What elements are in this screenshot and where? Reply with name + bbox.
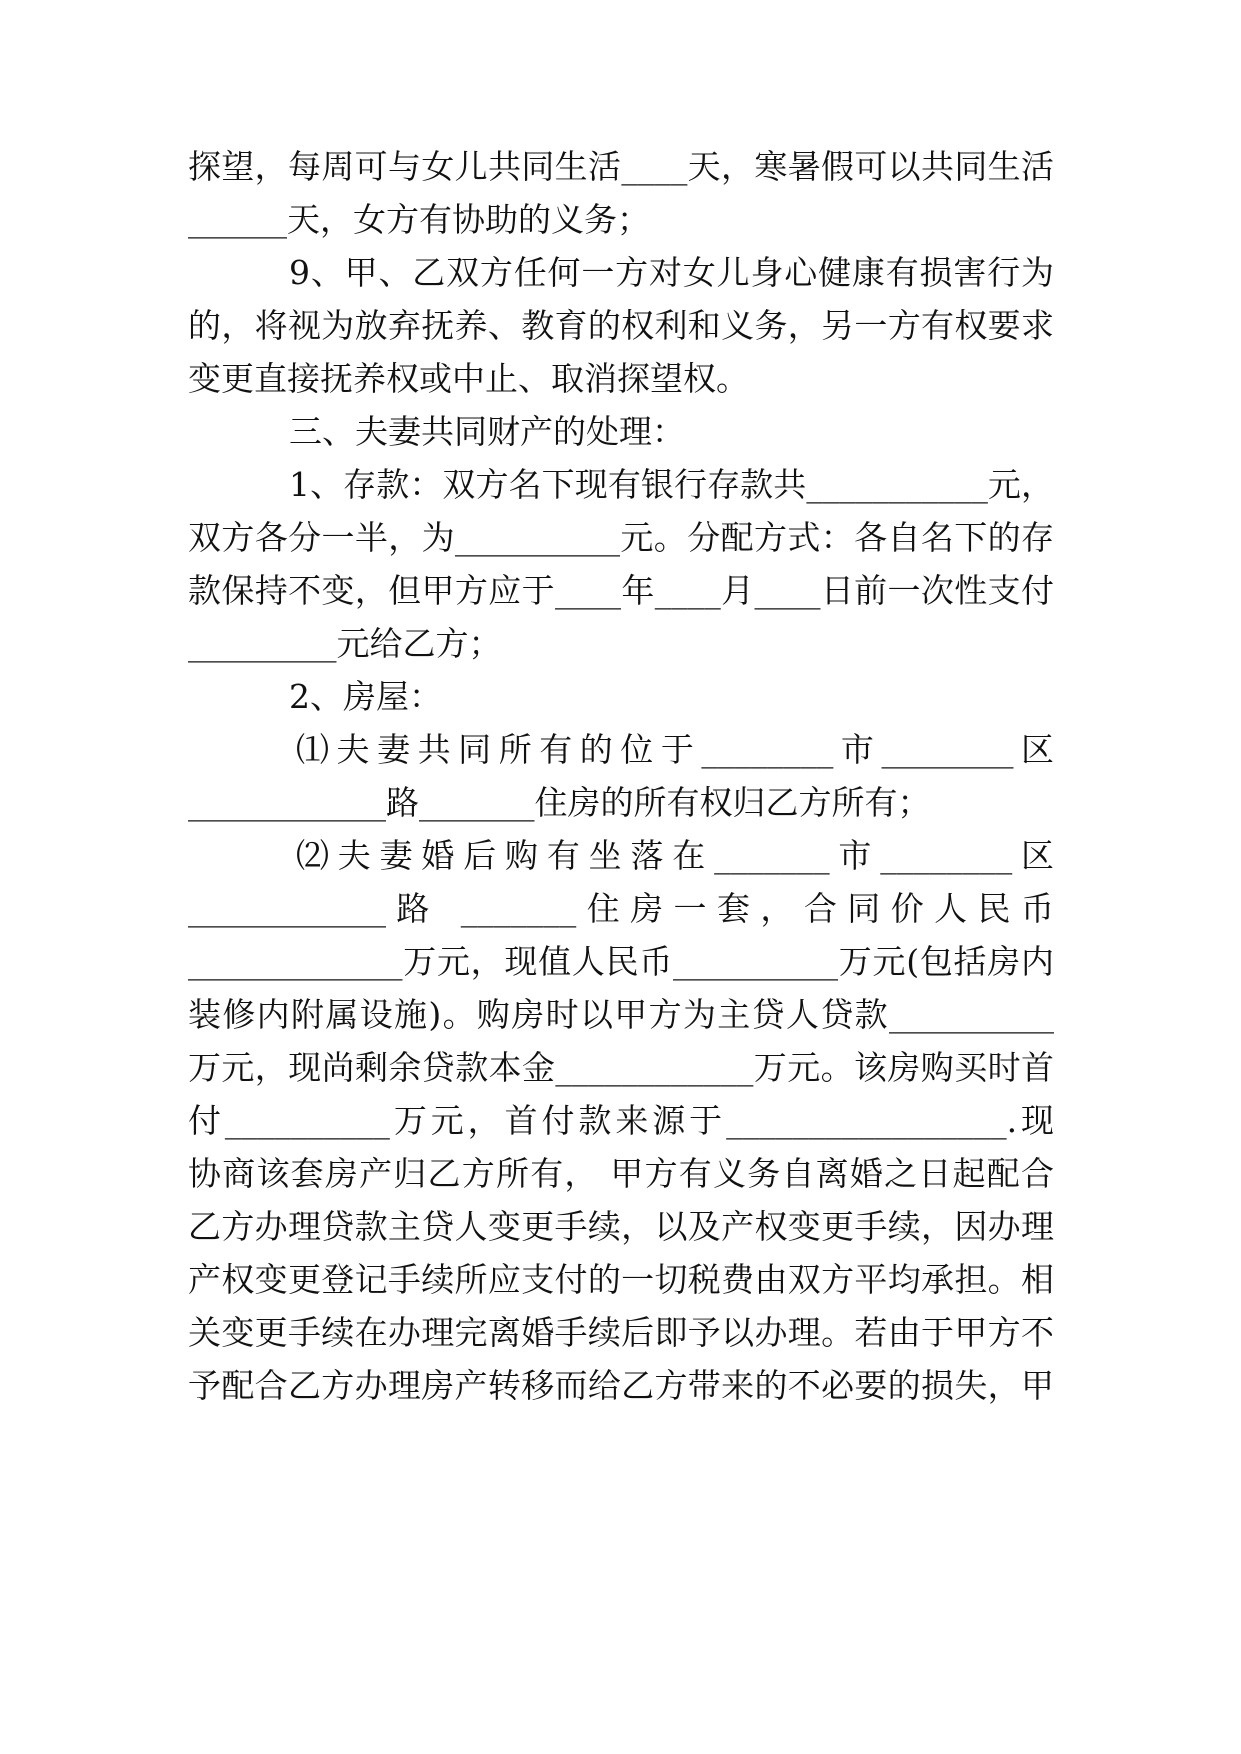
text-line: 1、存款：双方名下现有银行存款共___________元， — [289, 465, 1054, 504]
text-line: 款保持不变，但甲方应于____年____月____日前一次性支付 — [188, 571, 1054, 610]
text-line: 9、甲、乙双方任何一方对女儿身心健康有损害行为 — [289, 253, 1054, 292]
text-line: 协商该套房产归乙方所有， 甲方有义务自离婚之日起配合 — [188, 1154, 1054, 1193]
text-line: _____________万元，现值人民币__________万元(包括房内 — [188, 942, 1054, 981]
text-line: 变更直接抚养权或中止、取消探望权。 — [188, 359, 749, 398]
text-line: ⑵夫妻婚后购有坐落在_______市________区 — [296, 836, 1054, 875]
text-line: 双方各分一半，为__________元。分配方式：各自名下的存 — [188, 518, 1054, 557]
text-line: ____________路_______住房的所有权归乙方所有； — [188, 783, 931, 822]
text-line: ⑴夫妻共同所有的位于________市________区 — [296, 730, 1054, 769]
text-line: 探望，每周可与女儿共同生活____天，寒暑假可以共同生活 — [188, 147, 1054, 186]
text-line: 关变更手续在办理完离婚手续后即予以办理。若由于甲方不 — [188, 1313, 1054, 1352]
text-line: _________元给乙方； — [188, 624, 502, 663]
text-line: 产权变更登记手续所应支付的一切税费由双方平均承担。相 — [188, 1260, 1054, 1299]
text-line: 2、房屋： — [289, 677, 442, 716]
text-line: 予配合乙方办理房产转移而给乙方带来的不必要的损失，甲 — [188, 1366, 1054, 1405]
text-line: ______天，女方有协助的义务； — [188, 200, 650, 239]
section-heading: 三、夫妻共同财产的处理： — [289, 412, 685, 451]
text-line: 乙方办理贷款主贷人变更手续，以及产权变更手续，因办理 — [188, 1207, 1054, 1246]
text-line: 万元，现尚剩余贷款本金____________万元。该房购买时首 — [188, 1048, 1054, 1087]
text-line: 的，将视为放弃抚养、教育的权利和义务，另一方有权要求 — [188, 306, 1054, 345]
text-line: 装修内附属设施)。购房时以甲方为主贷人贷款__________ — [188, 995, 1054, 1034]
text-line: 付__________万元，首付款来源于_________________.现 — [188, 1101, 1054, 1140]
text-line: ____________路 _______住房一套，合同价人民币 — [188, 889, 1054, 928]
